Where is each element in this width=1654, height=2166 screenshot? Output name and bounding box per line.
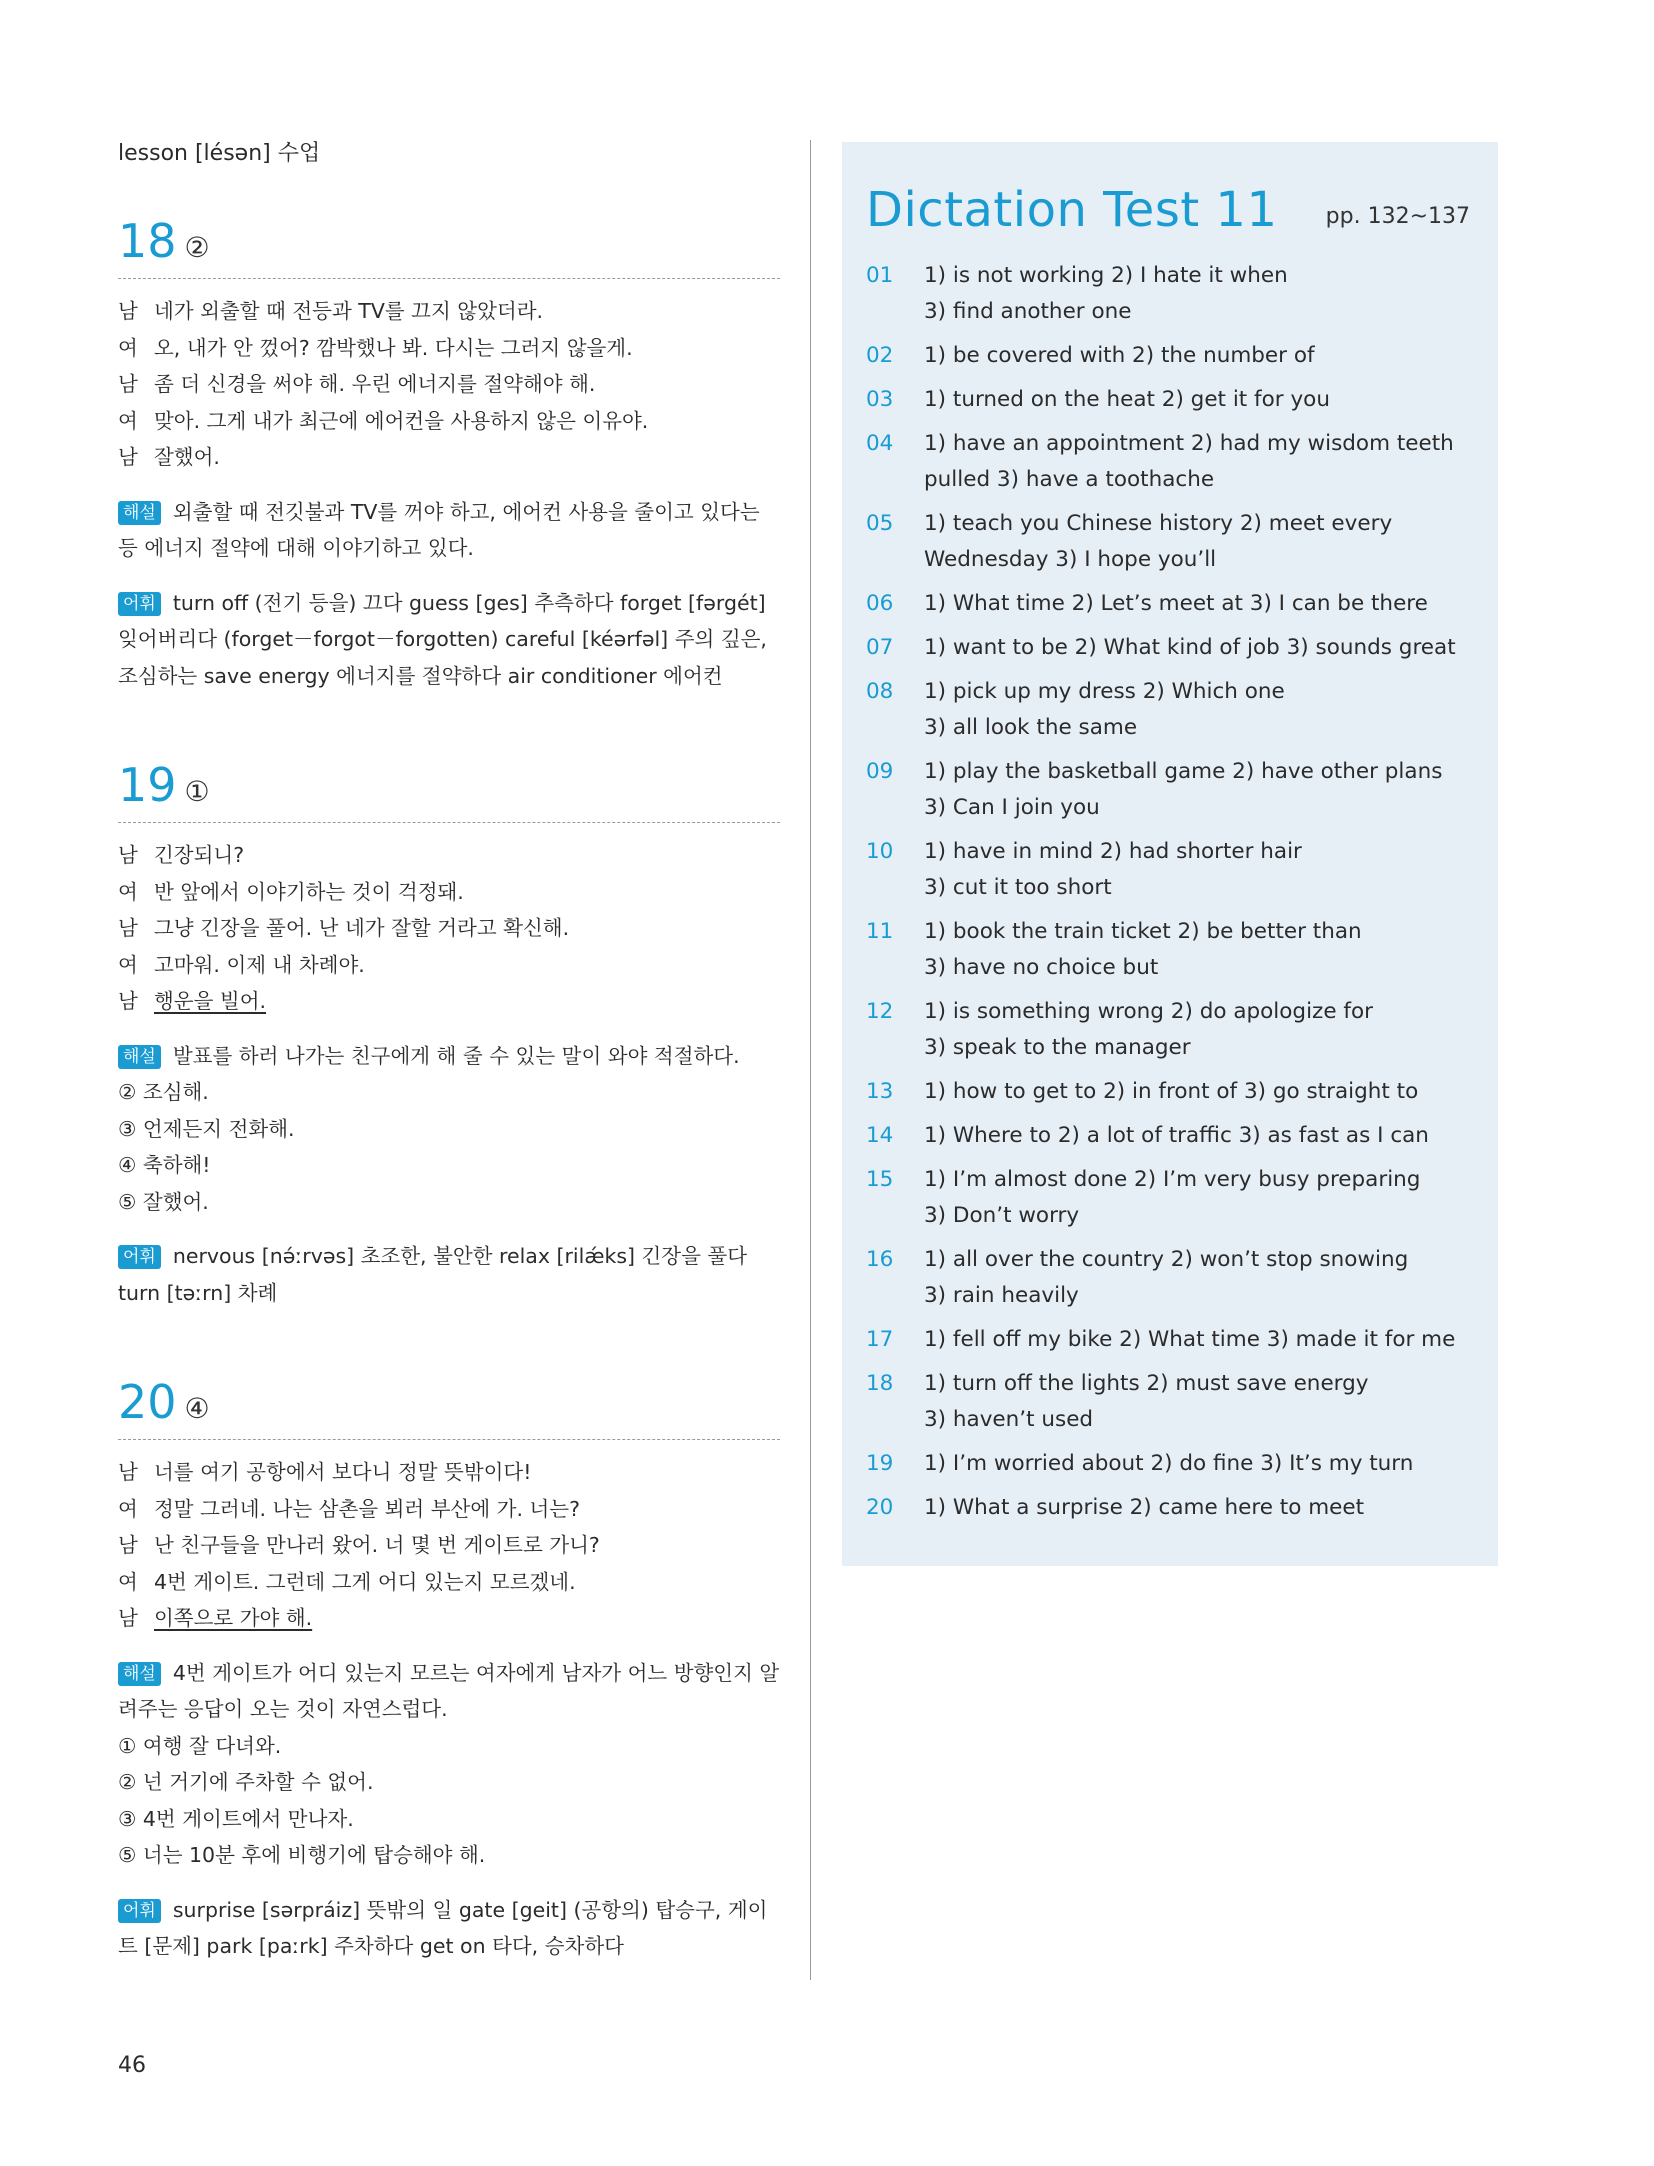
dialogue-line — [118, 1454, 780, 1491]
option-line: ① 여행 잘 다녀와. — [118, 1733, 282, 1758]
speaker-label: 여 — [118, 1569, 138, 1594]
dictation-item — [866, 258, 1486, 330]
dictation-item — [866, 1366, 1486, 1438]
dictation-number: 04 — [866, 431, 894, 456]
speaker-label: 남 — [118, 1460, 138, 1484]
dialogue-line — [118, 1527, 780, 1564]
speaker-label: 남 — [118, 445, 138, 469]
vocabulary-text: nervous [nə́ːrvəs] 초조한, 불안한 relax [rilǽks] 긴장을 풀다 turn [təːrn] 차례 — [118, 1244, 748, 1305]
explanation-tag: 해설 — [118, 501, 161, 525]
dictation-number: 16 — [866, 1247, 894, 1272]
dictation-answers: 1) pick up my dress 2) Which one 3) all look the same — [924, 679, 1285, 740]
dictation-answers: 1) have in mind 2) had shorter hair 3) cut it too short — [924, 839, 1302, 900]
dictation-item — [866, 586, 1486, 622]
explanation-text: 외출할 때 전깃불과 TV를 꺼야 하고, 에어컨 사용을 줄이고 있다는 등 에너지 절약에 대해 이야기하고 있다. — [118, 499, 760, 560]
dialogue-text: 오, 내가 안 껐어? 깜박했나 봐. 다시는 그러지 않을게. — [154, 335, 633, 360]
dictation-number: 09 — [866, 759, 894, 784]
dialogue-text: 행운을 빌어. — [154, 989, 267, 1013]
dictation-answers: 1) I’m almost done 2) I’m very busy preparing 3) Don’t worry — [924, 1167, 1421, 1228]
dictation-number: 02 — [866, 343, 894, 368]
vocabulary-tag: 어휘 — [118, 1245, 161, 1269]
question-list — [118, 214, 780, 1965]
dictation-answers: 1) What time 2) Let’s meet at 3) I can be there — [924, 591, 1428, 616]
dialogue-text: 난 친구들을 만나러 왔어. 너 몇 번 게이트로 가니? — [154, 1533, 600, 1557]
dictation-answers: 1) how to get to 2) in front of 3) go straight to — [924, 1079, 1419, 1104]
dictation-number: 15 — [866, 1167, 894, 1192]
dialogue-text: 정말 그러네. 나는 삼촌을 뵈러 부산에 가. 너는? — [154, 1496, 580, 1521]
question-number: 19 — [118, 758, 177, 812]
dialogue-line — [118, 983, 780, 1020]
dictation-answers: 1) I’m worried about 2) do fine 3) It’s my turn — [924, 1451, 1414, 1476]
dictation-number: 10 — [866, 839, 894, 864]
question-block — [118, 758, 780, 1311]
dashed-divider — [118, 278, 780, 279]
option-line: ⑤ 너는 10분 후에 비행기에 탑승해야 해. — [118, 1843, 486, 1867]
speaker-label: 여 — [118, 952, 138, 977]
question-number: 20 — [118, 1375, 177, 1429]
dialogue-line — [118, 837, 780, 874]
dialogue-text: 긴장되니? — [154, 843, 245, 867]
dashed-divider — [118, 1439, 780, 1440]
dictation-item — [866, 1242, 1486, 1314]
dictation-item — [866, 506, 1486, 578]
dictation-answers: 1) turned on the heat 2) get it for you — [924, 387, 1330, 412]
dictation-answers: 1) book the train ticket 2) be better than 3) have no choice but — [924, 919, 1362, 980]
dictation-answers: 1) is not working 2) I hate it when 3) find another one — [924, 263, 1288, 324]
option-line: ② 넌 거기에 주차할 수 없어. — [118, 1770, 374, 1794]
dialogue-line — [118, 1600, 780, 1637]
dialogue-text: 잘했어. — [154, 445, 220, 469]
speaker-label: 남 — [118, 916, 138, 940]
option-line: ⑤ 잘했어. — [118, 1189, 209, 1214]
dictation-item — [866, 1322, 1486, 1358]
vocabulary — [118, 1238, 780, 1311]
vocabulary-tag: 어휘 — [118, 1899, 161, 1923]
explanation — [118, 1038, 780, 1075]
dialogue-line — [118, 947, 780, 984]
speaker-label: 여 — [118, 1496, 138, 1521]
dialogue-text: 반 앞에서 이야기하는 것이 걱정돼. — [154, 879, 464, 904]
dictation-number: 18 — [866, 1371, 894, 1396]
dialogue-text: 이쪽으로 가야 해. — [154, 1606, 313, 1630]
dashed-divider — [118, 822, 780, 823]
dictation-pages: pp. 132~137 — [1325, 204, 1470, 229]
dialogue-line — [118, 1491, 780, 1528]
dictation-number: 05 — [866, 511, 894, 536]
page-number: 46 — [118, 2053, 146, 2078]
dictation-item — [866, 1118, 1486, 1154]
dictation-answers: 1) Where to 2) a lot of traffic 3) as fast as I can — [924, 1123, 1429, 1148]
question-block — [118, 1375, 780, 1965]
dictation-number: 20 — [866, 1495, 894, 1520]
explanation-tag: 해설 — [118, 1045, 161, 1069]
dialogue-line — [118, 330, 780, 367]
dictation-item — [866, 382, 1486, 418]
speaker-label: 여 — [118, 408, 138, 433]
dialogue-line — [118, 439, 780, 476]
vocabulary — [118, 1892, 780, 1965]
question-header — [118, 758, 780, 812]
dialogue-text: 고마워. 이제 내 차례야. — [154, 952, 365, 977]
speaker-label: 남 — [118, 843, 138, 867]
explanation — [118, 1655, 780, 1728]
dictation-answers: 1) want to be 2) What kind of job 3) sounds great — [924, 635, 1456, 660]
dictation-item — [866, 338, 1486, 374]
dialogue — [118, 293, 780, 476]
dictation-title: Dictation Test 11 — [866, 182, 1278, 238]
option-line: ③ 4번 게이트에서 만나자. — [118, 1806, 354, 1831]
speaker-label: 남 — [118, 299, 138, 323]
dialogue-text: 네가 외출할 때 전등과 TV를 끄지 않았더라. — [154, 299, 544, 323]
dictation-number: 06 — [866, 591, 894, 616]
dictation-item — [866, 1446, 1486, 1482]
option-line: ③ 언제든지 전화해. — [118, 1116, 295, 1141]
dialogue-line — [118, 366, 780, 403]
explanation-text: 4번 게이트가 어디 있는지 모르는 여자에게 남자가 어느 방향인지 알려주는 응답이 오는 것이 자연스럽다. — [118, 1660, 780, 1721]
speaker-label: 남 — [118, 372, 138, 396]
dialogue — [118, 1454, 780, 1637]
question-block — [118, 214, 780, 694]
speaker-label: 남 — [118, 1533, 138, 1557]
dictation-answers: 1) have an appointment 2) had my wisdom teeth pulled 3) have a toothache — [924, 431, 1454, 492]
dialogue-text: 좀 더 신경을 써야 해. 우린 에너지를 절약해야 해. — [154, 372, 596, 396]
dictation-answers: 1) play the basketball game 2) have other plans 3) Can I join you — [924, 759, 1443, 820]
dictation-number: 08 — [866, 679, 894, 704]
dictation-item — [866, 1074, 1486, 1110]
explanation-tag: 해설 — [118, 1662, 161, 1686]
dictation-panel — [842, 142, 1498, 1566]
wrong-options — [118, 1074, 780, 1220]
dictation-number: 12 — [866, 999, 894, 1024]
question-number: 18 — [118, 214, 177, 268]
dictation-answers: 1) is something wrong 2) do apologize for 3) speak to the manager — [924, 999, 1373, 1060]
dictation-list — [866, 258, 1486, 1534]
dialogue-line — [118, 910, 780, 947]
answer-explanations — [118, 138, 780, 2033]
dictation-answers: 1) be covered with 2) the number of — [924, 343, 1315, 368]
option-line: ② 조심해. — [118, 1080, 209, 1104]
answer-mark: ② — [184, 231, 210, 264]
dialogue-line — [118, 1564, 780, 1601]
answer-mark: ① — [184, 775, 210, 808]
question-header — [118, 1375, 780, 1429]
dictation-item — [866, 994, 1486, 1066]
vocabulary — [118, 585, 780, 695]
dialogue-line — [118, 293, 780, 330]
dictation-number: 11 — [866, 919, 894, 944]
dictation-item — [866, 674, 1486, 746]
dictation-item — [866, 1162, 1486, 1234]
answer-mark: ④ — [184, 1392, 210, 1425]
dictation-number: 17 — [866, 1327, 894, 1352]
dictation-item — [866, 426, 1486, 498]
vocabulary-text: turn off (전기 등을) 끄다 guess [ges] 추측하다 forget [fərgét] 잊어버리다 (forget－forgot－forgotten) careful [kéərfəl] 주의 깊은, 조심하는 save energy 에너지를 절약하다 air conditioner 에어컨 — [118, 590, 767, 688]
question-header — [118, 214, 780, 268]
wrong-options — [118, 1728, 780, 1874]
dialogue-text: 맞아. 그게 내가 최근에 에어컨을 사용하지 않은 이유야. — [154, 408, 649, 433]
speaker-label: 여 — [118, 335, 138, 360]
dictation-number: 01 — [866, 263, 894, 288]
dictation-number: 19 — [866, 1451, 894, 1476]
option-line: ④ 축하해! — [118, 1153, 211, 1177]
dialogue — [118, 837, 780, 1020]
dictation-number: 03 — [866, 387, 894, 412]
dialogue-text: 4번 게이트. 그런데 그게 어디 있는지 모르겠네. — [154, 1569, 576, 1594]
dialogue-text: 너를 여기 공항에서 보다니 정말 뜻밖이다! — [154, 1460, 532, 1484]
dictation-item — [866, 914, 1486, 986]
column-divider — [810, 140, 811, 1980]
dialogue-text: 그냥 긴장을 풀어. 난 네가 잘할 거라고 확신해. — [154, 916, 570, 940]
speaker-label: 남 — [118, 989, 138, 1013]
dictation-answers: 1) fell off my bike 2) What time 3) made it for me — [924, 1327, 1456, 1352]
dialogue-line — [118, 874, 780, 911]
vocabulary-tag: 어휘 — [118, 592, 161, 616]
dictation-item — [866, 1490, 1486, 1526]
dictation-answers: 1) teach you Chinese history 2) meet every Wednesday 3) I hope you’ll — [924, 511, 1393, 572]
lesson-vocab-line: lesson [lésən] 수업 — [118, 141, 321, 166]
explanation-text: 발표를 하러 나가는 친구에게 해 줄 수 있는 말이 와야 적절하다. — [172, 1043, 740, 1068]
dictation-item — [866, 834, 1486, 906]
dictation-number: 13 — [866, 1079, 894, 1104]
speaker-label: 여 — [118, 879, 138, 904]
dictation-item — [866, 754, 1486, 826]
dialogue-line — [118, 403, 780, 440]
dictation-answers: 1) all over the country 2) won’t stop snowing 3) rain heavily — [924, 1247, 1409, 1308]
explanation — [118, 494, 780, 567]
dictation-answers: 1) What a surprise 2) came here to meet — [924, 1495, 1365, 1520]
speaker-label: 남 — [118, 1606, 138, 1630]
dictation-number: 07 — [866, 635, 894, 660]
vocabulary-text: surprise [sərpráiz] 뜻밖의 일 gate [geit] (공항의) 탑승구, 게이트 [문제] park [paːrk] 주차하다 get on 타다, 승차하다 — [118, 1897, 768, 1958]
dictation-number: 14 — [866, 1123, 894, 1148]
dictation-item — [866, 630, 1486, 666]
dictation-answers: 1) turn off the lights 2) must save energy 3) haven’t used — [924, 1371, 1369, 1432]
